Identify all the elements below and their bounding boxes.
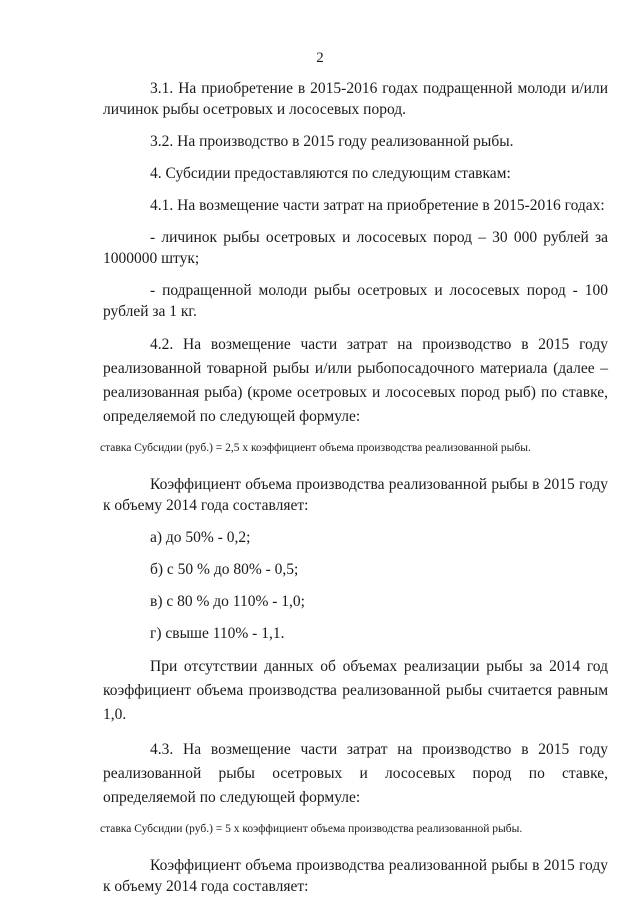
paragraph-4: 4. Субсидии предоставляются по следующим ставкам: <box>150 165 511 182</box>
formula-1: ставка Субсидии (руб.) = 2,5 х коэффициент объема производства реализованной рыбы. <box>100 442 531 454</box>
paragraph-4-2: 4.2. На возмещение части затрат на производство в 2015 году реализованной товарной рыбы и/или рыбопосадочного материала (далее – реализованная рыба) (кроме осетровых и лососевых пород рыб) по ставке, определяемой по следующей формуле: <box>103 336 608 425</box>
document-body <box>100 78 608 908</box>
page-number: 2 <box>316 50 324 66</box>
formula-2: ставка Субсидии (руб.) = 5 х коэффициент объема производства реализованной рыбы. <box>100 823 523 835</box>
paragraph-3-2: 3.2. На производство в 2015 году реализованной рыбы. <box>150 133 514 150</box>
coefficient-item-c: в) с 80 % до 110% - 1,0; <box>150 593 305 610</box>
paragraph-4-1-juveniles: - подращенной молоди рыбы осетровых и лососевых пород - 100 рублей за 1 кг. <box>103 282 608 320</box>
paragraph-no-data: При отсутствии данных об объемах реализации рыбы за 2014 год коэффициент объема производства реализованной рыбы считается равным 1,0. <box>103 658 608 723</box>
paragraph-4-1: 4.1. На возмещение части затрат на приобретение в 2015-2016 годах: <box>150 197 605 214</box>
paragraph-4-1-larvae: - личинок рыбы осетровых и лососевых пород – 30 000 рублей за 1000000 штук; <box>103 229 608 267</box>
coefficient-intro-2: Коэффициент объема производства реализованной рыбы в 2015 году к объему 2014 года составляет: <box>103 857 608 895</box>
coefficient-intro-1: Коэффициент объема производства реализованной рыбы в 2015 году к объему 2014 года составляет: <box>103 476 608 514</box>
coefficient-item-b: б) с 50 % до 80% - 0,5; <box>150 561 299 578</box>
paragraph-3-1: 3.1. На приобретение в 2015-2016 годах подращенной молоди и/или личинок рыбы осетровых и лососевых пород. <box>103 80 608 118</box>
paragraph-4-3: 4.3. На возмещение части затрат на производство в 2015 году реализованной рыбы осетровых и лососевых пород по ставке, определяемой по следующей формуле: <box>103 741 608 806</box>
coefficient-item-d: г) свыше 110% - 1,1. <box>150 625 285 642</box>
coefficient-item-a: а) до 50% - 0,2; <box>150 529 251 546</box>
